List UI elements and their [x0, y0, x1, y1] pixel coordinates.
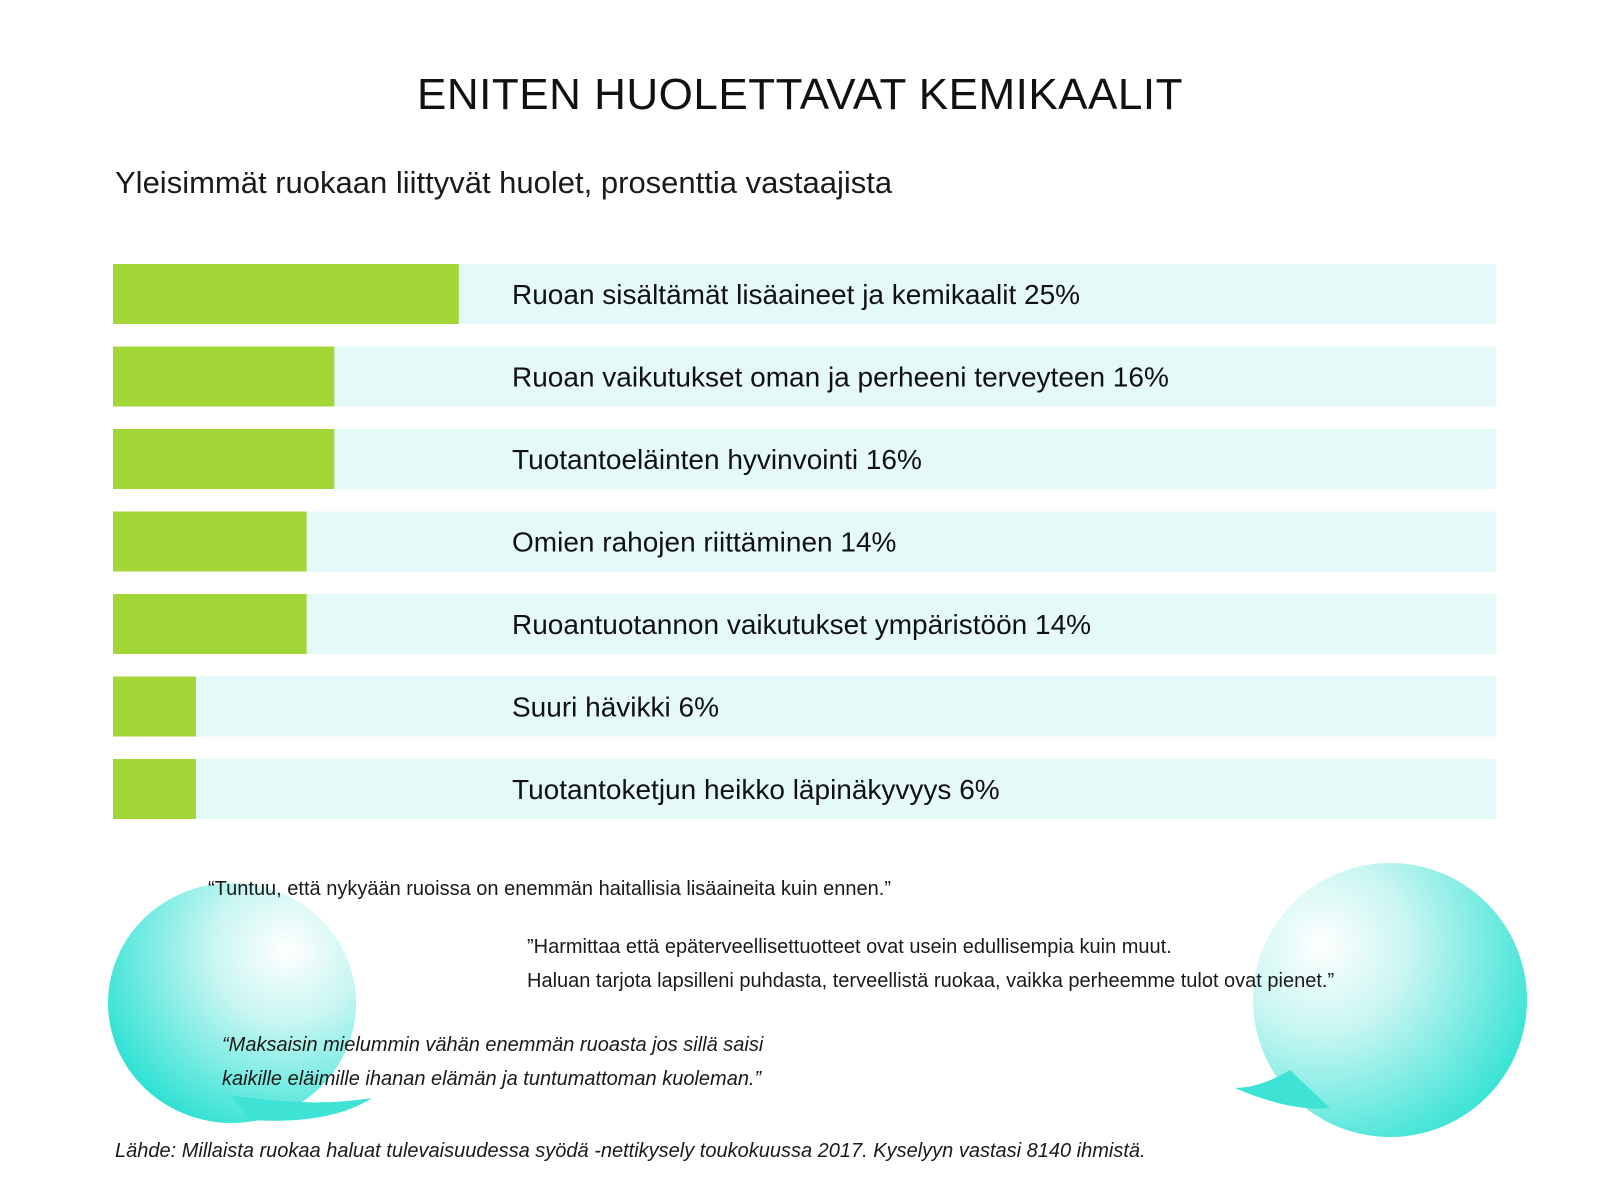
quote-prices-line-1: ”Harmittaa että epäterveellisettuotteet ovat usein edullisempia kuin muut.: [527, 936, 1172, 958]
quote-additives: “Tuntuu, että nykyään ruoissa on enemmän haitallisia lisäaineita kuin ennen.”: [208, 878, 891, 900]
bar-label: Ruoan sisältämät lisäaineet ja kemikaalit 25%: [512, 279, 1081, 310]
chart-subtitle: Yleisimmät ruokaan liittyvät huolet, prosenttia vastaajista: [115, 165, 893, 200]
quote-animals-line-1: “Maksaisin mielummin vähän enemmän ruoasta jos sillä saisi: [222, 1034, 764, 1056]
quote-animals-line-2: kaikille eläimille ihanan elämän ja tuntumattoman kuoleman.”: [222, 1068, 762, 1090]
quote-prices: [527, 930, 1334, 998]
bar-label: Ruoantuotannon vaikutukset ympäristöön 14%: [512, 609, 1092, 640]
chart-title: ENITEN HUOLETTAVAT KEMIKAALIT: [417, 70, 1183, 119]
bar-label: Omien rahojen riittäminen 14%: [512, 526, 897, 558]
quote-prices-line-2: Haluan tarjota lapsilleni puhdasta, terveellistä ruokaa, vaikka perheemme tulot ovat pienet.”: [527, 970, 1335, 992]
right-speech-bubble: [1235, 863, 1527, 1137]
source-note: Lähde: Millaista ruokaa haluat tulevaisuudessa syödä -nettikysely toukokuussa 2017. Kyselyyn vastasi 8140 ihmistä.: [115, 1140, 1146, 1162]
bar-label: Tuotantoeläinten hyvinvointi 16%: [512, 444, 922, 475]
bar-label: Ruoan vaikutukset oman ja perheeni terveyteen 16%: [512, 361, 1169, 393]
bar-label: Suuri hävikki 6%: [512, 691, 719, 723]
quote-animals: [222, 1028, 763, 1096]
bar-label: Tuotantoketjun heikko läpinäkyvyys 6%: [512, 774, 1000, 805]
